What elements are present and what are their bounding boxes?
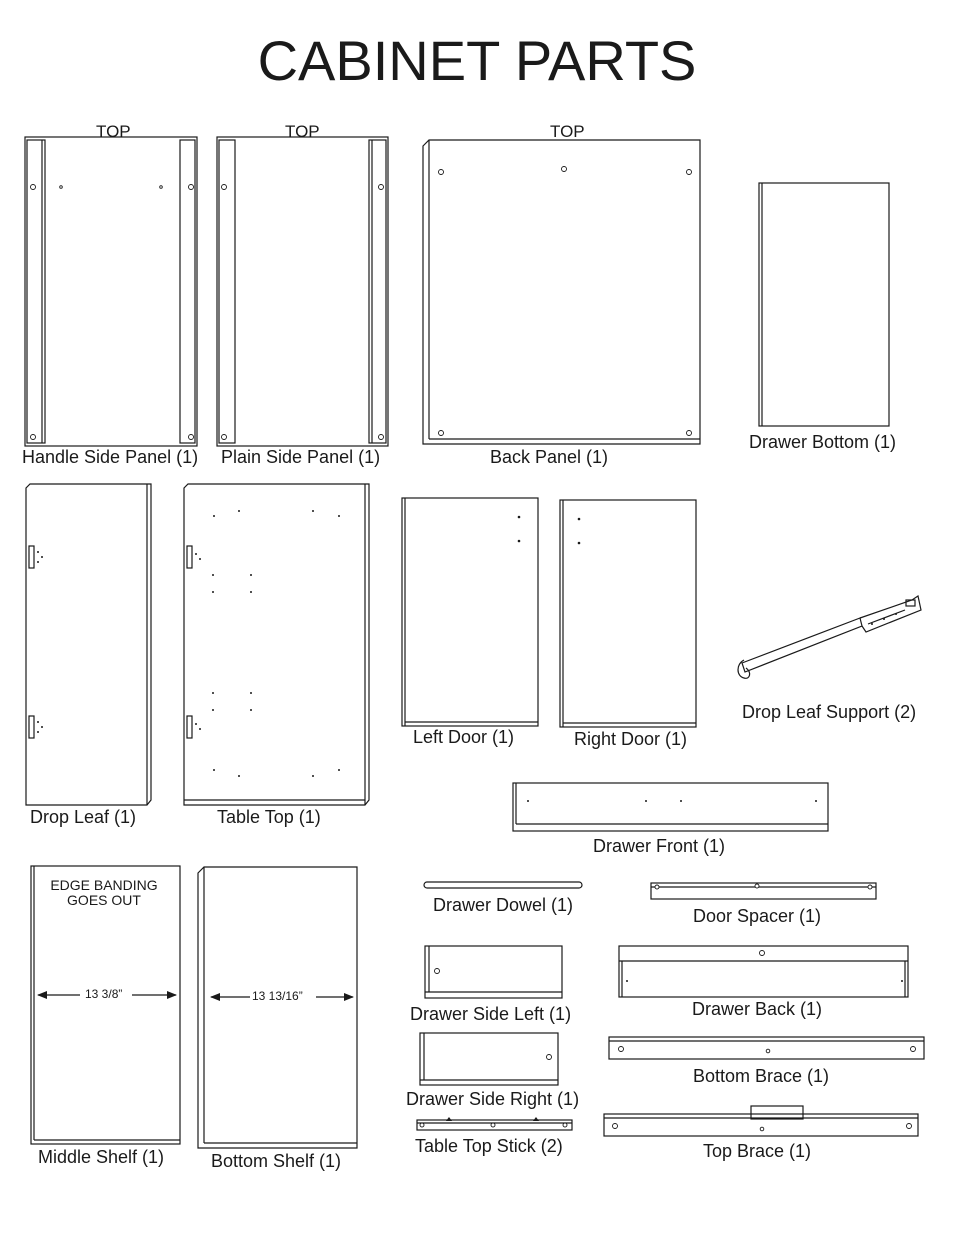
drawer-dowel-drawing [424,882,582,888]
label-bottom-shelf: Bottom Shelf (1) [211,1151,342,1171]
label-handle-side-panel: Handle Side Panel (1) [22,447,199,467]
bottom-shelf-dimension: 13 13/16” [252,989,303,1003]
bottom-shelf-drawing [198,867,357,1148]
drawer-back-drawing [619,946,908,997]
label-drop-leaf: Drop Leaf (1) [30,807,137,827]
top-brace-drawing [604,1106,918,1136]
label-drawer-side-left: Drawer Side Left (1) [410,1004,572,1024]
label-table-top-stick: Table Top Stick (2) [415,1136,563,1156]
label-drawer-side-right: Drawer Side Right (1) [406,1089,580,1109]
middle-shelf-dimension: 13 3/8” [85,987,123,1001]
label-drop-leaf-support: Drop Leaf Support (2) [742,702,917,722]
label-left-door: Left Door (1) [413,727,515,747]
left-door-drawing [402,498,538,726]
drop-leaf-drawing [26,484,151,805]
right-door-drawing [560,500,696,727]
drawer-side-left-drawing [425,946,562,998]
edge-banding-line1: EDGE BANDING [50,877,158,893]
edge-banding-line2: GOES OUT [67,892,141,908]
drawer-side-right-drawing [420,1033,558,1085]
top-label-handle-side: TOP [96,122,131,141]
label-drawer-dowel: Drawer Dowel (1) [433,895,574,915]
label-drawer-back: Drawer Back (1) [692,999,823,1019]
label-top-brace: Top Brace (1) [703,1141,812,1161]
back-panel-drawing [423,140,700,444]
label-table-top: Table Top (1) [217,807,321,827]
page-title: CABINET PARTS [257,29,697,92]
top-label-back-panel: TOP [550,122,585,141]
top-label-plain-side: TOP [285,122,320,141]
label-drawer-front: Drawer Front (1) [593,836,726,856]
table-top-stick-drawing [417,1117,572,1130]
edge-banding-note [34,878,174,908]
label-back-panel: Back Panel (1) [490,447,609,467]
handle-side-panel-drawing [25,137,197,446]
drawer-bottom-drawing [759,183,889,426]
drop-leaf-support-drawing [738,596,921,678]
door-spacer-drawing [651,883,876,899]
label-plain-side-panel: Plain Side Panel (1) [221,447,381,467]
label-right-door: Right Door (1) [574,729,688,749]
label-middle-shelf: Middle Shelf (1) [38,1147,165,1167]
label-bottom-brace: Bottom Brace (1) [693,1066,830,1086]
table-top-drawing [184,484,369,805]
label-door-spacer: Door Spacer (1) [693,906,822,926]
bottom-brace-drawing [609,1037,924,1059]
drawer-front-drawing [513,783,828,831]
label-drawer-bottom: Drawer Bottom (1) [749,432,897,452]
plain-side-panel-drawing [217,137,388,446]
